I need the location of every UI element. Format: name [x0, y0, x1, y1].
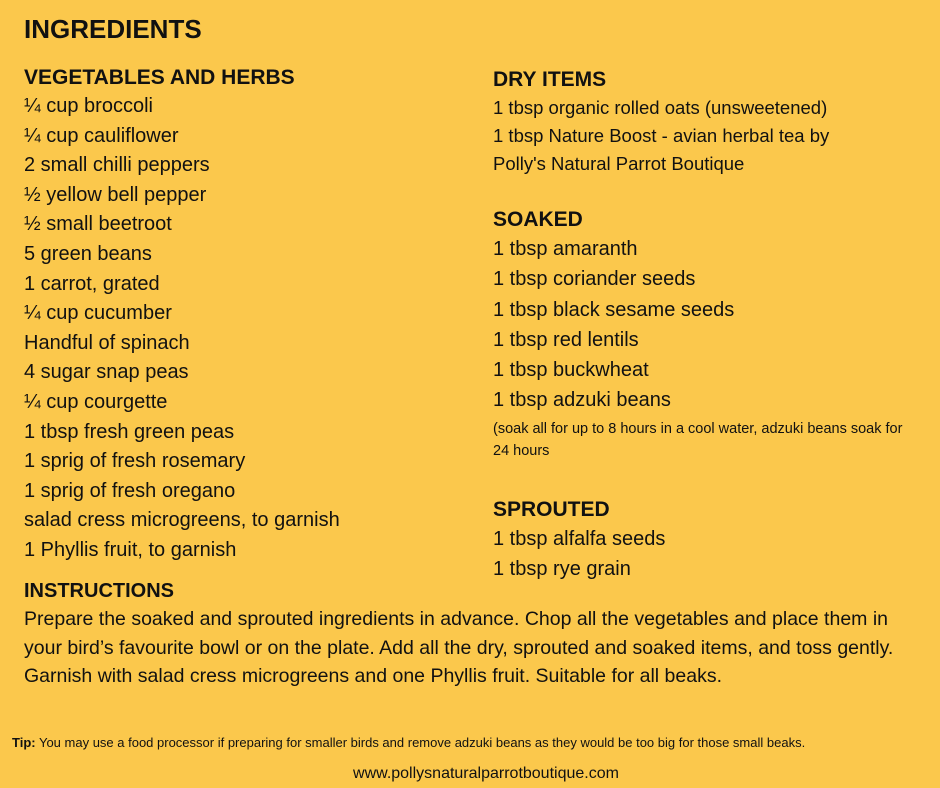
list-item: ¼ cup cauliflower [24, 124, 179, 147]
vegetables-heading: VEGETABLES AND HERBS [24, 66, 295, 89]
list-item: Polly's Natural Parrot Boutique [493, 153, 745, 174]
tip-note [12, 735, 805, 750]
list-item: 1 tbsp amaranth [493, 238, 638, 260]
list-item: ½ yellow bell pepper [24, 183, 207, 206]
soaked-section [493, 206, 933, 462]
list-item: Handful of spinach [24, 331, 190, 354]
sprouted-section [493, 496, 933, 584]
list-item: ¼ cup courgette [24, 390, 168, 413]
instructions-section [24, 577, 929, 691]
list-item: 1 tbsp alfalfa seeds [493, 528, 666, 550]
list-item: ¼ cup cucumber [24, 302, 172, 325]
list-item: salad cress microgreens, to garnish [24, 509, 340, 532]
sprouted-heading: SPROUTED [493, 498, 610, 521]
tip-text: You may use a food processor if preparing for smaller birds and remove adzuki beans as they would be too big for those small beaks. [35, 735, 806, 750]
list-item: 2 small chilli peppers [24, 154, 210, 177]
list-item: 1 tbsp adzuki beans [493, 389, 671, 412]
list-item: 1 tbsp fresh green peas [24, 420, 235, 443]
website-url: www.pollysnaturalparrotboutique.com [353, 765, 619, 782]
dry-items-section [493, 66, 933, 178]
list-item: 1 tbsp organic rolled oats (unsweetened) [493, 97, 828, 118]
dry-items-list [493, 94, 933, 178]
vegetables-list [24, 92, 474, 566]
list-item: 1 tbsp buckwheat [493, 359, 649, 382]
soaked-list [493, 234, 933, 416]
soak-note: (soak all for up to 8 hours in a cool water, adzuki beans soak for 24 hours [493, 420, 903, 459]
list-item: 1 tbsp black sesame seeds [493, 298, 735, 321]
list-item: 4 sugar snap peas [24, 361, 189, 384]
page-title: INGREDIENTS [24, 14, 202, 44]
instructions-heading: INSTRUCTIONS [24, 580, 174, 602]
instructions-text: Prepare the soaked and sprouted ingredients in advance. Chop all the vegetables and place them in your bird’s favourite bowl or on the plate. Add all the dry, sprouted and soaked items, and toss gently. Garnish with salad cress microgreens and one Phyllis fruit. Suitable for all beaks. [24, 608, 894, 687]
tip-label: Tip: [12, 735, 36, 750]
list-item: 1 sprig of fresh rosemary [24, 450, 246, 473]
sprouted-list [493, 524, 933, 584]
vegetables-section [24, 64, 474, 566]
list-item: 1 tbsp red lentils [493, 328, 639, 351]
list-item: 5 green beans [24, 242, 152, 265]
list-item: 1 carrot, grated [24, 272, 160, 295]
soaked-heading: SOAKED [493, 208, 583, 231]
list-item: ½ small beetroot [24, 213, 172, 236]
list-item: 1 tbsp Nature Boost - avian herbal tea by [493, 125, 830, 146]
list-item: 1 sprig of fresh oregano [24, 479, 236, 502]
dry-items-heading: DRY ITEMS [493, 68, 607, 91]
list-item: 1 tbsp coriander seeds [493, 268, 696, 291]
list-item: 1 Phyllis fruit, to garnish [24, 538, 237, 561]
list-item: ¼ cup broccoli [24, 95, 153, 117]
list-item: 1 tbsp rye grain [493, 558, 631, 580]
